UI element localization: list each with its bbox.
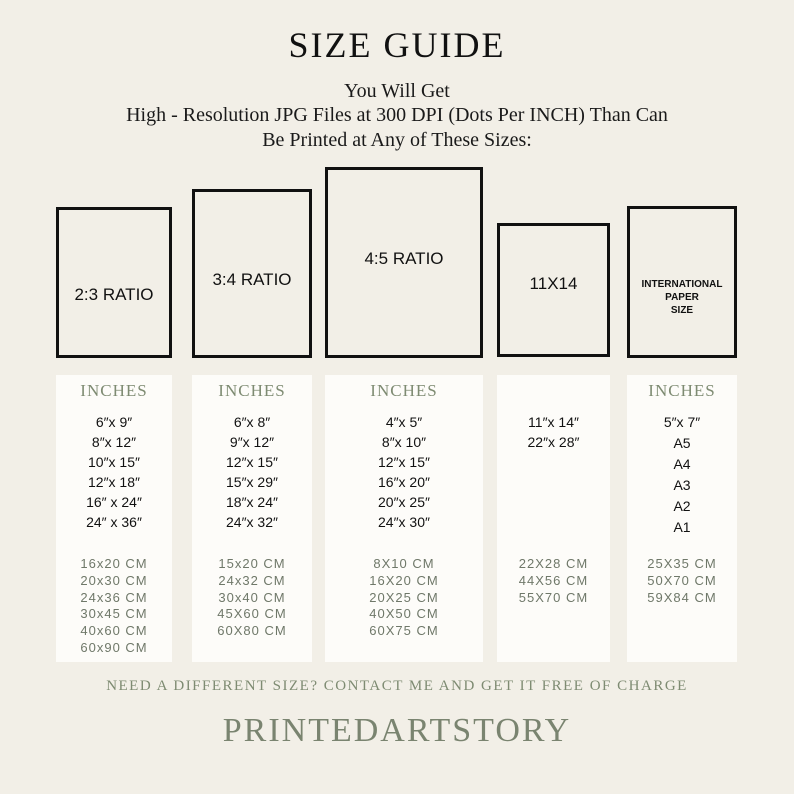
frame-label bbox=[630, 278, 734, 317]
subtitle-line-1: You Will Get bbox=[344, 80, 450, 102]
inch-size-item: 6″x 8″ bbox=[233, 414, 271, 430]
inch-size-item: 18″x 24″ bbox=[226, 494, 278, 510]
size-column-3-4 bbox=[192, 375, 312, 662]
frame-label: 3:4 RATIO bbox=[212, 270, 292, 289]
inch-size-item: 24″x 32″ bbox=[226, 514, 278, 530]
column-heading: INCHES bbox=[80, 381, 148, 400]
cm-sizes bbox=[192, 556, 312, 640]
cm-size-item: 20x30 CM bbox=[80, 572, 148, 588]
subtitle-line-2: High - Resolution JPG Files at 300 DPI (Dots Per INCH) Than Can bbox=[126, 104, 668, 126]
cm-size-item: 15x20 CM bbox=[218, 556, 286, 571]
frame-international-paper-size bbox=[627, 206, 737, 358]
frame-label-line: INTERNATIONAL bbox=[641, 279, 723, 290]
inch-sizes bbox=[325, 412, 483, 532]
cm-size-item: 60x90 CM bbox=[80, 639, 148, 655]
cm-sizes bbox=[627, 556, 737, 606]
cm-size-item: 8X10 CM bbox=[373, 556, 435, 571]
frame-11x14 bbox=[497, 223, 610, 357]
inch-size-item: 22″x 28″ bbox=[527, 434, 580, 450]
frame-2-3-ratio bbox=[56, 207, 172, 358]
page-title: SIZE GUIDE bbox=[288, 25, 506, 65]
inch-size-item: 11″x 14″ bbox=[528, 414, 579, 430]
inch-size-item: A2 bbox=[673, 498, 691, 514]
frame-3-4-ratio bbox=[192, 189, 312, 358]
inch-size-item: 5″x 7″ bbox=[663, 414, 701, 430]
cm-size-item: 44X56 CM bbox=[518, 572, 589, 588]
size-column-2-3 bbox=[56, 375, 172, 662]
cm-size-item: 55X70 CM bbox=[518, 589, 589, 605]
column-heading: INCHES bbox=[370, 381, 438, 400]
cm-size-item: 40x60 CM bbox=[80, 623, 148, 639]
inch-size-item: 8″x 10″ bbox=[381, 434, 427, 450]
cm-size-item: 16X20 CM bbox=[369, 572, 439, 588]
cm-sizes bbox=[497, 556, 610, 606]
inch-size-item: 20″x 25″ bbox=[378, 494, 430, 510]
cm-size-item: 30x40 CM bbox=[218, 589, 286, 605]
size-column-4-5 bbox=[325, 375, 483, 662]
cm-size-item: 45X60 CM bbox=[217, 606, 287, 622]
inch-size-item: 4″x 5″ bbox=[385, 414, 423, 430]
frame-label-line: SIZE bbox=[670, 305, 694, 316]
cm-size-item: 25X35 CM bbox=[647, 556, 717, 571]
inch-size-item: 9″x 12″ bbox=[229, 434, 275, 450]
inch-size-item: 12″x 15″ bbox=[378, 454, 430, 470]
inch-size-item: 12″x 18″ bbox=[88, 474, 140, 490]
cm-size-item: 24x36 CM bbox=[80, 589, 148, 605]
inch-size-item: 6″x 9″ bbox=[95, 414, 133, 430]
frame-label: 11X14 bbox=[529, 274, 578, 293]
cm-size-item: 22X28 CM bbox=[518, 556, 589, 571]
size-column-international bbox=[627, 375, 737, 662]
inch-size-item: 16″x 20″ bbox=[378, 474, 430, 490]
cm-size-item: 30x45 CM bbox=[80, 606, 148, 622]
inch-size-item: 24″x 30″ bbox=[378, 514, 430, 530]
size-column-11x14 bbox=[497, 375, 610, 662]
inch-size-item: 10″x 15″ bbox=[88, 454, 140, 470]
inch-size-item: 24″ x 36″ bbox=[86, 514, 142, 530]
cm-size-item: 59X84 CM bbox=[647, 589, 717, 605]
cm-size-item: 40X50 CM bbox=[369, 606, 439, 622]
cm-size-item: 16x20 CM bbox=[80, 556, 148, 571]
cm-sizes bbox=[56, 556, 172, 657]
inch-size-item: 16″ x 24″ bbox=[86, 494, 142, 510]
column-heading: INCHES bbox=[648, 381, 716, 400]
contact-note: NEED A DIFFERENT SIZE? CONTACT ME AND GET IT FREE OF CHARGE bbox=[106, 678, 688, 694]
inch-sizes bbox=[627, 412, 737, 538]
inch-size-item: 12″x 15″ bbox=[226, 454, 278, 470]
inch-size-item: 15″x 29″ bbox=[226, 474, 278, 490]
inch-size-item: A1 bbox=[673, 519, 691, 535]
brand-name: PRINTEDARTSTORY bbox=[222, 712, 572, 749]
inch-size-item: A4 bbox=[673, 456, 691, 472]
frame-label: 4:5 RATIO bbox=[364, 249, 444, 268]
inch-sizes bbox=[497, 412, 610, 452]
frame-4-5-ratio bbox=[325, 167, 483, 358]
inch-size-item: A5 bbox=[673, 435, 691, 451]
cm-size-item: 20X25 CM bbox=[369, 589, 439, 605]
cm-size-item: 50X70 CM bbox=[647, 572, 717, 588]
inch-sizes bbox=[56, 412, 172, 532]
inch-sizes bbox=[192, 412, 312, 532]
frame-label-line: PAPER bbox=[665, 292, 699, 303]
frame-label: 2:3 RATIO bbox=[74, 285, 154, 304]
cm-sizes bbox=[325, 556, 483, 640]
inch-size-item: A3 bbox=[673, 477, 691, 493]
cm-size-item: 60X75 CM bbox=[369, 623, 439, 639]
cm-size-item: 24x32 CM bbox=[218, 572, 286, 588]
cm-size-item: 60X80 CM bbox=[217, 623, 287, 639]
column-heading: INCHES bbox=[218, 381, 286, 400]
subtitle-line-3: Be Printed at Any of These Sizes: bbox=[262, 129, 532, 151]
inch-size-item: 8″x 12″ bbox=[91, 434, 137, 450]
